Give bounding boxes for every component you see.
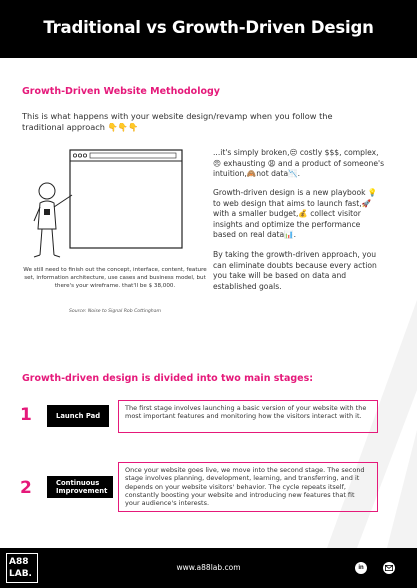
- illustration-source: Source: Noise to Signal Rob Cottingham: [68, 309, 162, 314]
- paragraph-broken: ...it's simply broken,😒 costly $$$, complex,😠 exhausting 😩 and a product of someone's intuition,🙈not data📉.: [213, 148, 385, 178]
- paragraph-eliminate-doubts: By taking the growth-driven approach, you can eliminate doubts because every action you take will be based on data and established goals.: [213, 250, 377, 291]
- illustration-caption: We still need to finish out the concept, interface, content, feature set, information architecture, use cases and business model, but there's your wireframe. that'll be $ 38,000.: [23, 267, 207, 289]
- stage-number: 2: [20, 478, 32, 498]
- methodology-heading: Growth-Driven Website Methodology: [22, 86, 220, 97]
- email-icon[interactable]: [383, 562, 395, 574]
- intro-text: This is what happens with your website design/revamp when you follow the traditional approach 👇👇👇: [22, 111, 333, 132]
- linkedin-icon[interactable]: in: [355, 562, 367, 574]
- stage-description: The first stage involves launching a basic version of your website with the most important features and monitoring how the visitors interact with it.: [118, 400, 378, 433]
- stage-label-continuous-improvement: Continuous Improvement: [47, 476, 113, 498]
- page-footer: [0, 548, 417, 588]
- page-title: Traditional vs Growth-Driven Design: [43, 18, 374, 37]
- page-header: [0, 0, 417, 58]
- website-link[interactable]: www.a88lab.com: [176, 563, 241, 572]
- paragraph-growth-driven: Growth-driven design is a new playbook 💡 to web design that aims to launch fast,🚀 with a smaller budget,💰 collect visitor insights and optimize the performance based on real data📊.: [213, 188, 378, 239]
- stage-description: Once your website goes live, we move into the second stage. The second stage involves planning, development, learning, and transferring, and it depends on your website visitors' behavior. The cycle repeats itself, constantly boosting your website and introducing new features that fit your audience's interests.: [118, 462, 378, 512]
- stage-number: 1: [20, 405, 32, 425]
- logo-line: A88: [9, 557, 29, 567]
- logo-line: LAB.: [9, 569, 32, 579]
- stages-heading: Growth-driven design is divided into two main stages:: [22, 373, 314, 384]
- stage-label-launch-pad: Launch Pad: [47, 405, 109, 427]
- wireframe-cartoon-illustration: [28, 147, 188, 265]
